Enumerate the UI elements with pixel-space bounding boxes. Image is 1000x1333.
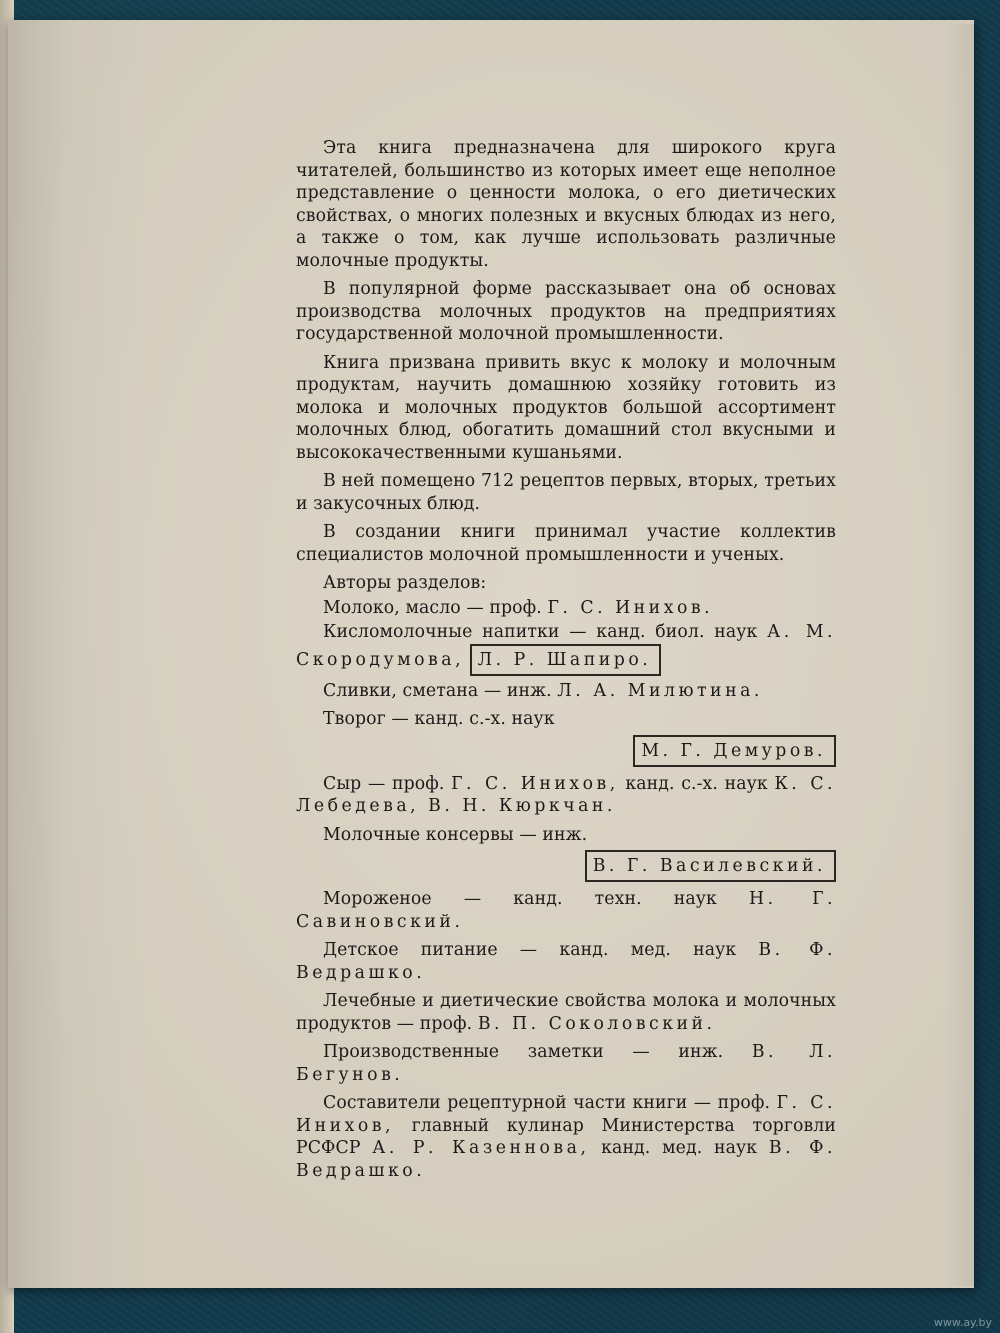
page-shadow bbox=[944, 24, 974, 1286]
author-name: В. Л. Бегунов. bbox=[296, 1042, 837, 1085]
recipes-count-paragraph: В ней помещено 712 рецептов первых, вторых, третьих и закусочных блюд. bbox=[296, 471, 836, 514]
author-canned: Молочные консервы — инж. В. Г. Василевский. bbox=[296, 824, 836, 883]
author-name: Н. Г. Савиновский. bbox=[296, 889, 837, 932]
memorial-frame-name: М. Г. Демуров. bbox=[633, 735, 836, 767]
production-paragraph: В популярной форме рассказывает она об основах производства молочных продуктов на предприятиях государственной молочной промышленности. bbox=[296, 279, 836, 344]
author-name: Г. С. Инихов. bbox=[547, 597, 714, 618]
memorial-frame-name: В. Г. Василевский. bbox=[585, 850, 836, 882]
authors-heading: Авторы разделов: bbox=[323, 573, 487, 593]
author-name: К. С. Лебедева, В. Н. Кюркчан. bbox=[296, 773, 837, 816]
author-name: В. П. Соколовский. bbox=[477, 1013, 716, 1034]
author-fermented: Кисломолочные напитки — канд. биол. наук А. М. Скородумова, Л. Р. Шапиро. bbox=[296, 621, 836, 676]
author-name: А. Р. Казеннова, bbox=[372, 1138, 590, 1158]
author-name: В. Ф. Ведрашко. bbox=[296, 940, 836, 983]
intro-paragraph: Эта книга предназначена для широкого круга читателей, большинство из которых имеет еще неполное представление о ценности молока, о его диетических свойствах, о многих полезных и вкусных блюдах из него, а также о том, как лучше использовать различные молочные продукты. bbox=[296, 138, 836, 271]
author-cream: Сливки, сметана — инж. Л. А. Милютина. bbox=[323, 680, 763, 701]
author-tvorog: Творог — канд. с.-х. наук М. Г. Демуров. bbox=[296, 708, 836, 767]
purpose-paragraph: Книга призвана привить вкус к молоку и молочным продуктам, научить домашнюю хозяйку готовить из молока и молочных продуктов большой ассортимент молочных блюд, обогатить домашний стол вкусными и высококачественными кушаньями. bbox=[296, 352, 836, 463]
author-cheese: Сыр — проф. Г. С. Инихов, канд. с.-х. наук К. С. Лебедева, В. Н. Кюркчан. bbox=[296, 773, 837, 816]
author-icecream: Мороженое — канд. техн. наук Н. Г. Савиновский. bbox=[296, 889, 837, 932]
author-name: Г. С. Инихов, bbox=[296, 1093, 836, 1136]
recipe-compilers: Составители рецептурной части книги — проф. Г. С. Инихов, главный кулинар Министерства торговли РСФСР А. Р. Казеннова, канд. мед. наук В. Ф. Ведрашко. bbox=[296, 1093, 837, 1181]
author-diet: Лечебные и диетические свойства молока и молочных продуктов — проф. В. П. Соколовский. bbox=[296, 991, 836, 1034]
author-name: В. Ф. Ведрашко. bbox=[296, 1138, 837, 1181]
collective-paragraph: В создании книги принимал участие коллектив специалистов молочной промышленности и ученых. bbox=[296, 522, 836, 565]
memorial-frame-name: Л. Р. Шапиро. bbox=[470, 644, 662, 676]
page-text bbox=[296, 137, 836, 1188]
author-name: Г. С. Инихов, bbox=[451, 773, 619, 794]
author-milk: Молоко, масло — проф. Г. С. Инихов. bbox=[323, 597, 714, 618]
watermark: www.ay.by bbox=[933, 1316, 992, 1329]
author-baby: Детское питание — канд. мед. наук В. Ф. Ведрашко. bbox=[296, 940, 836, 983]
author-notes: Производственные заметки — инж. В. Л. Бегунов. bbox=[296, 1042, 837, 1085]
author-name: Л. А. Милютина. bbox=[557, 680, 763, 701]
author-name: А. М. Скородумова, bbox=[296, 622, 837, 670]
